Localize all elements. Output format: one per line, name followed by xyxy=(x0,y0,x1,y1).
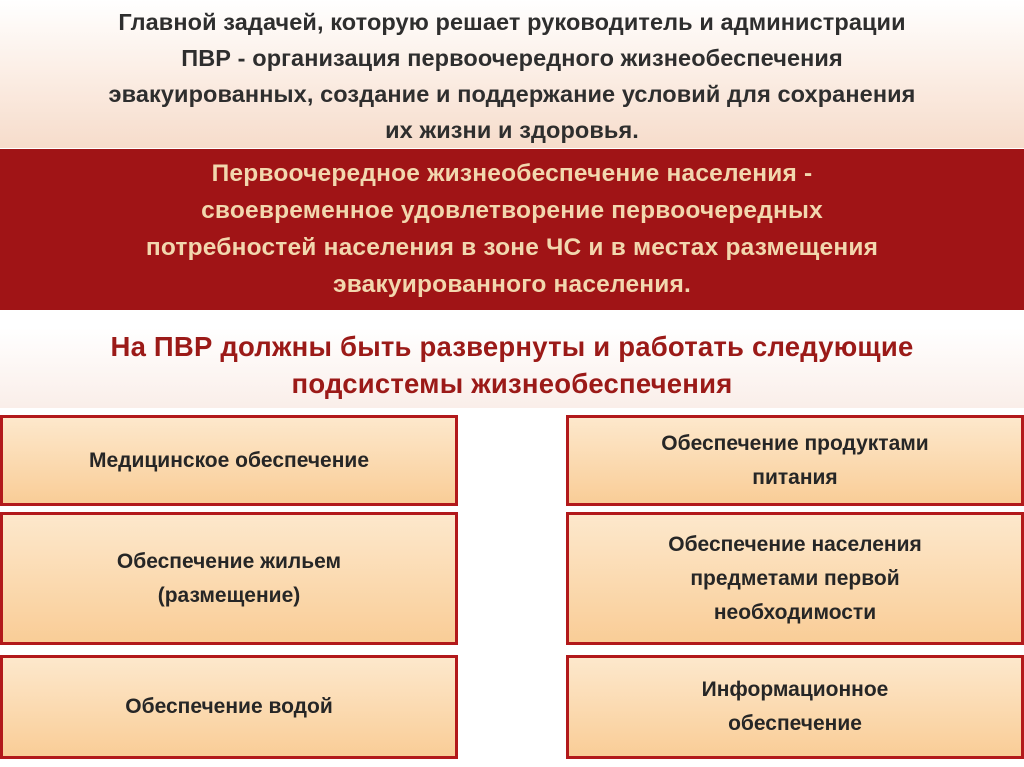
subsystem-label xyxy=(661,427,928,495)
subsystem-label-line: Информационное xyxy=(701,678,889,701)
subsystem-label-line: (размещение) xyxy=(157,583,301,607)
definition-line: Первоочередное жизнеобеспечение населения - xyxy=(211,160,813,187)
intro-statement xyxy=(20,4,1004,148)
subsystem-label-line: Медицинское обеспечение xyxy=(88,448,370,472)
subsystem-label xyxy=(89,444,369,478)
subsystem-food xyxy=(566,415,1024,506)
subsystem-label xyxy=(125,690,332,724)
definition-line: потребностей населения в зоне ЧС и в местах размещения xyxy=(145,234,879,261)
subsystem-label-line: питания xyxy=(752,465,838,489)
intro-line: Главной задачей, которую решает руководитель и администрации xyxy=(118,9,906,35)
subsystem-label-line: Обеспечение водой xyxy=(125,695,333,718)
subsystem-label-line: Обеспечение жильем xyxy=(116,549,342,573)
subsystem-water xyxy=(0,655,458,759)
subsystem-label-line: обеспечение xyxy=(728,712,862,735)
subsystem-medical xyxy=(0,415,458,506)
subsystems-heading-line: На ПВР должны быть развернуты и работать следующие xyxy=(110,331,914,362)
intro-line: эвакуированных, создание и поддержание условий для сохранения xyxy=(108,81,916,107)
subsystem-label xyxy=(117,545,341,613)
subsystem-label-line: предметами первой xyxy=(690,566,900,590)
subsystem-label xyxy=(702,673,889,741)
subsystem-essentials xyxy=(566,512,1024,645)
definition-banner xyxy=(0,149,1024,310)
subsystem-label-line: Обеспечение населения xyxy=(668,532,922,556)
subsystems-heading-line: подсистемы жизнеобеспечения xyxy=(291,368,733,399)
definition-statement xyxy=(20,155,1004,303)
subsystems-heading-panel xyxy=(0,328,1024,408)
subsystem-information xyxy=(566,655,1024,759)
subsystem-label xyxy=(668,528,922,630)
intro-line: их жизни и здоровья. xyxy=(385,117,639,143)
subsystem-label-line: необходимости xyxy=(713,600,877,624)
definition-line: эвакуированного населения. xyxy=(332,271,692,298)
subsystem-housing xyxy=(0,512,458,645)
intro-line: ПВР - организация первоочередного жизнеобеспечения xyxy=(181,45,843,71)
subsystem-label-line: Обеспечение продуктами xyxy=(661,431,929,455)
definition-line: своевременное удовлетворение первоочередных xyxy=(201,197,823,224)
intro-panel xyxy=(0,0,1024,148)
subsystems-heading xyxy=(10,328,1014,402)
